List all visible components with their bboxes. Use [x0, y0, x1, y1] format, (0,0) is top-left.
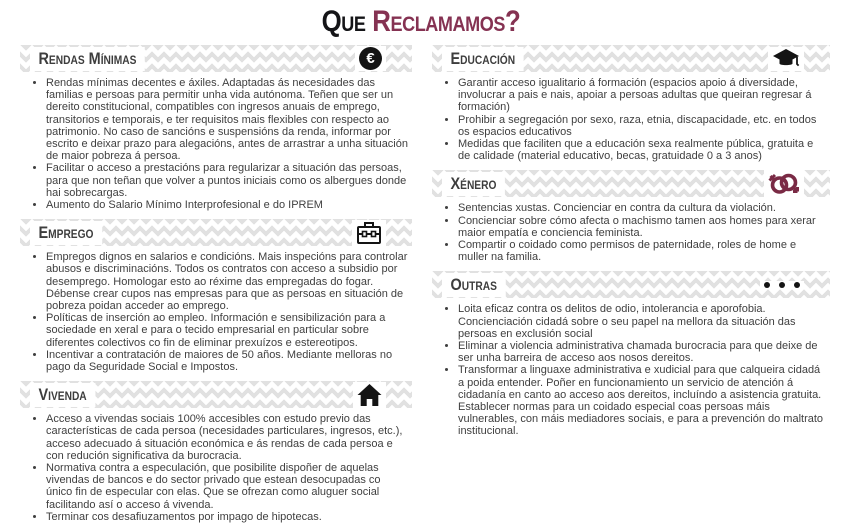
title-word-que: Que	[321, 5, 366, 38]
gender-icon	[764, 170, 804, 197]
section-header-xenero	[432, 170, 830, 197]
bullet-item: • Compartir o coidado como permisos de paternidade, roles de home e muller na familia.	[458, 239, 826, 263]
bullet-item: • Acceso a vivendas sociais 100% accesibles con estudo previo das características de cada persoa (necesidades particulares, ingresos, etc.), acceso adecuado á situación económica e ás rendas de cada persoa e con redución significativa da burocracia.	[46, 413, 408, 462]
section-xenero	[432, 170, 830, 263]
bullet-list	[20, 77, 412, 211]
section-header-emprego	[20, 219, 412, 246]
briefcase-icon	[352, 220, 386, 246]
section-header-rendas-minimas	[20, 45, 412, 72]
bullet-list	[20, 413, 412, 523]
bullet-list	[432, 77, 830, 162]
bullet-item: • Políticas de inserción ao empleo. Información e sensibilización para a sociedade en xeral e para o tecido empresarial en particular sobre diferentes colectivos co fin de eliminar prexuízos e estereotipos.	[46, 312, 408, 349]
dots-icon	[760, 281, 804, 289]
bullet-item: • Garantir acceso igualitario á formación (espacios apoio á diversidade, involucrar a pais e nais, apoiar a persoas adultas que queiran regresar á formación)	[458, 77, 826, 114]
left-column	[20, 45, 412, 531]
bullet-item: • Loita eficaz contra os delitos de odio, intolerancia e aporofobia. Concienciación cidadá sobre o seu papel na mellora da situación das persoas en exclusión social	[458, 303, 826, 340]
section-title: Xénero	[442, 172, 505, 196]
bullet-item: • Incentivar a contratación de maiores de 50 años. Mediante melloras no pago da Seguridade Social e Impostos.	[46, 349, 408, 373]
section-emprego	[20, 219, 412, 373]
section-title: Emprego	[30, 221, 102, 245]
bullet-item: • Transformar a linguaxe administrativa e xudicial para que calqueira cidadá a poida entender. Poñer en funcionamiento un servicio de atención á cidadanía en canto ao acceso aos dereitos, incluíndo a asistencia gratuita. Establecer normas para un coidado especial coas persoas máis vulnerables, con máis mediadores sociais, e para a prevención do maltrato institucional.	[458, 364, 826, 437]
graduation-cap-icon	[768, 47, 804, 71]
bullet-item: • Prohibir a segregación por sexo, raza, etnia, discapacidade, etc. en todos os espacios educativos	[458, 114, 826, 138]
bullet-item: • Normativa contra a especulación, que posibilite dispoñer de aquelas vivendas de bancos e do sector privado que estean desocupadas co único fin de especular con elas. Que se ofrezan como aluguer social facilitando así o acceso á vivenda.	[46, 462, 408, 511]
bullet-item: • Sentencias xustas. Concienciar en contra da cultura da violación.	[458, 202, 826, 214]
title-word-reclamamos: Reclamamos?	[372, 5, 521, 38]
section-outras	[432, 271, 830, 437]
right-column	[432, 45, 830, 531]
bullet-item: • Eliminar a violencia administrativa chamada burocracia para que deixe de ser unha barreira de acceso aos nosos dereitos.	[458, 340, 826, 364]
section-rendas-minimas	[20, 45, 412, 211]
two-column-layout	[0, 45, 842, 531]
bullet-item: • Empregos dignos en salarios e condicións. Mais inspecións para controlar abusos e discriminacións. Todos os contratos con acceso a subsidio por desemprego. Homologar esto ao réxime das empregadas do fogar. Débense crear cupos nas empresas para que as persoas en situación de pobreza poidan acceder ao emprego.	[46, 251, 408, 312]
section-title: Educación	[442, 47, 524, 71]
bullet-item: • Concienciar sobre cómo afecta o machismo tamen aos homes para xerar maior empatía e conciencia feminista.	[458, 215, 826, 239]
section-title: Rendas Mínimas	[30, 47, 145, 71]
section-title: Outras	[442, 273, 505, 297]
bullet-list	[432, 303, 830, 437]
section-educacion	[432, 45, 830, 162]
house-icon	[353, 382, 386, 408]
bullet-item: • Aumento do Salario Mínimo Interprofesional e do IPREM	[46, 199, 408, 211]
bullet-item: • Terminar cos desafiuzamentos por impago de hipotecas.	[46, 511, 408, 523]
bullet-item: • Facilitar o acceso a prestacións para regularizar a situación das persoas, para que non teñan que volver a puntos iniciais como os albergues donde hai sobrecargas.	[46, 162, 408, 199]
section-header-educacion	[432, 45, 830, 72]
bullet-list	[20, 251, 412, 373]
page-title	[59, 5, 783, 39]
section-vivenda	[20, 381, 412, 523]
bullet-item: • Rendas mínimas decentes e áxiles. Adaptadas ás necesidades das familias e persoas para permitir unha vida autónoma. Teñen que ser un dereito constitucional, compatibles con ingresos anuais de emprego, transitorios e temporais, e ter requisitos mais flexibles con respecto ao patrimonio. No caso de sancións e suspensións da renda, informar por escrito e deixar prazo para alegacións, antes de arrastrar a unha situación de maior pobreza á persoa.	[46, 77, 408, 162]
section-header-vivenda	[20, 381, 412, 408]
flyer-page	[0, 5, 842, 532]
section-header-outras	[432, 271, 830, 298]
section-title: Vivenda	[30, 383, 95, 407]
bullet-item: • Medidas que faciliten que a educación sexa realmente pública, gratuita e de calidade (material educativo, becas, gratuidade 0 a 3 anos)	[458, 138, 826, 162]
bullet-list	[432, 202, 830, 263]
euro-icon: €	[355, 46, 386, 71]
